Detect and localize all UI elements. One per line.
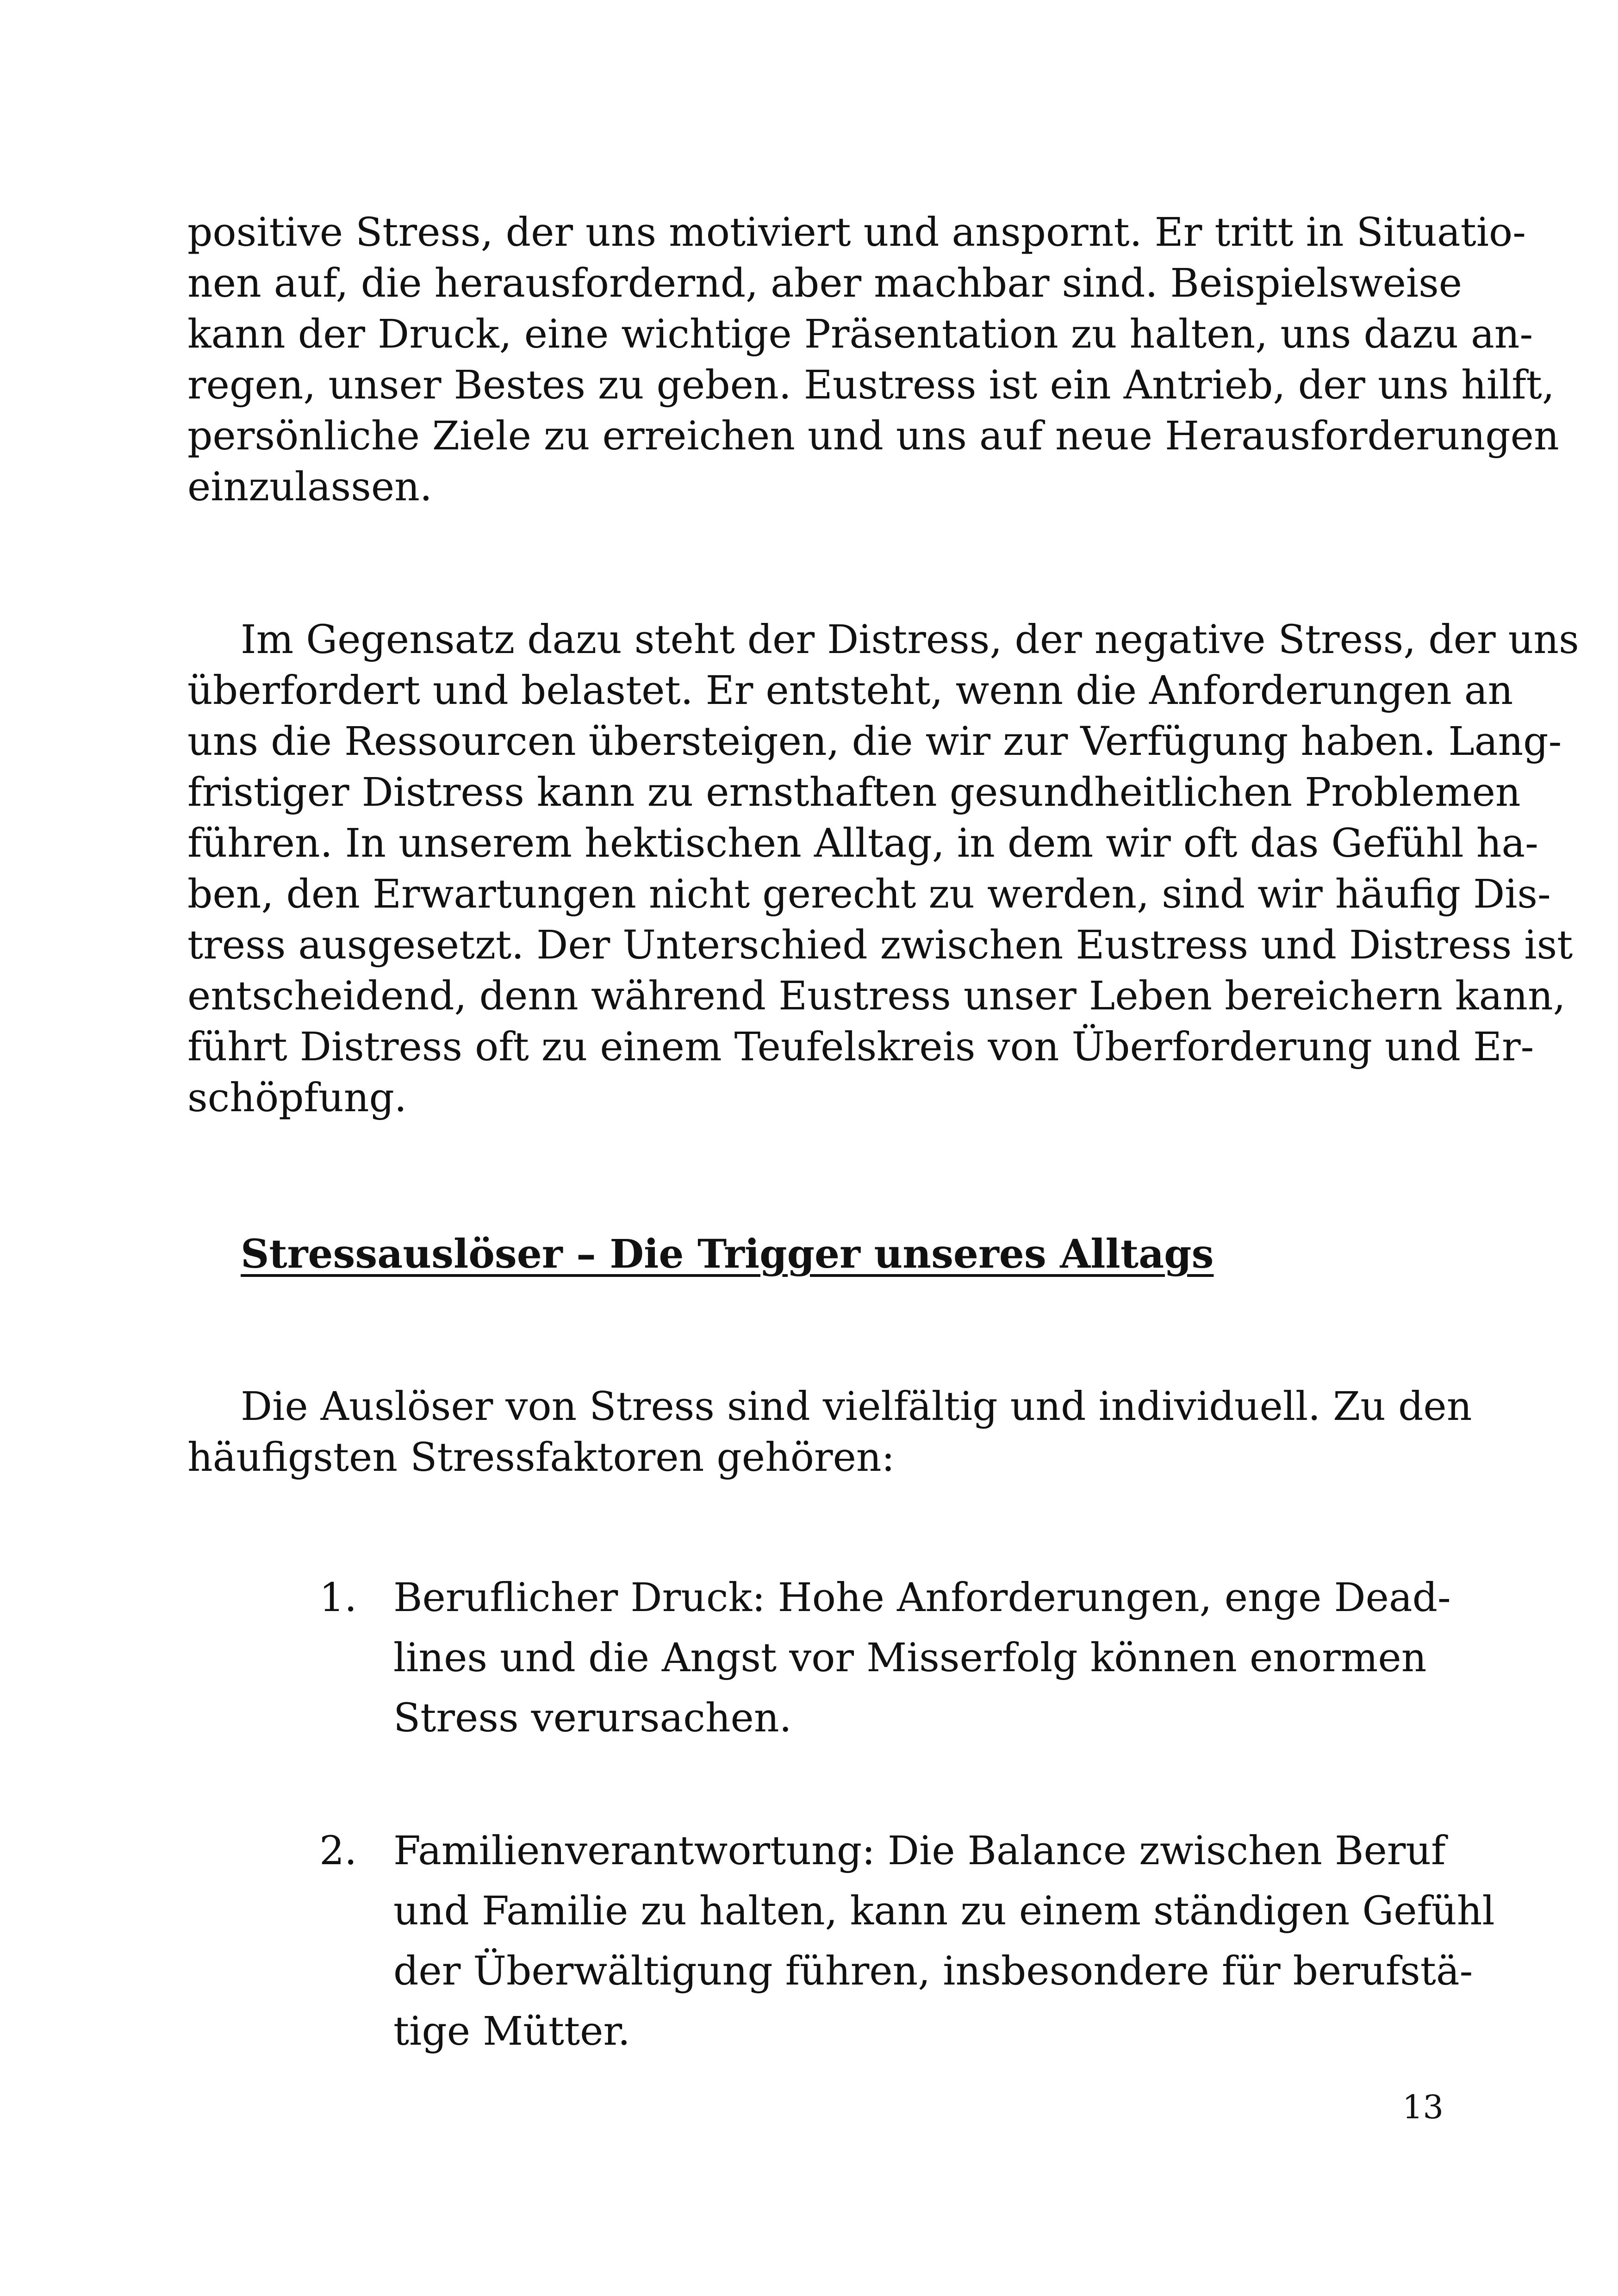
text-line: Im Gegensatz dazu steht der Distress, der negative Stress, der uns: [241, 617, 1579, 663]
text-line: uns die Ressourcen übersteigen, die wir zur Verfügung haben. Lang-: [187, 719, 1562, 765]
text-line: und Familie zu halten, kann zu einem ständigen Gefühl: [393, 1888, 1495, 1934]
text-line: kann der Druck, eine wichtige Präsentation zu halten, uns dazu an-: [187, 311, 1533, 357]
text-line: lines und die Angst vor Misserfolg können enormen: [393, 1635, 1427, 1681]
text-line: fristiger Distress kann zu ernsthaften gesundheitlichen Problemen: [187, 770, 1521, 815]
text-line: persönliche Ziele zu erreichen und uns auf neue Herausforderungen: [187, 413, 1559, 459]
text-line: entscheidend, denn während Eustress unser Leben bereichern kann,: [187, 973, 1566, 1019]
text-line: ben, den Erwartungen nicht gerecht zu werden, sind wir häufig Dis-: [187, 871, 1551, 917]
text-line: führt Distress oft zu einem Teufelskreis von Überforderung und Er-: [187, 1024, 1534, 1070]
text-line: führen. In unserem hektischen Alltag, in dem wir oft das Gefühl ha-: [187, 821, 1538, 866]
text-line: tress ausgesetzt. Der Unterschied zwischen Eustress und Distress ist: [187, 922, 1573, 968]
text-line: Familienverantwortung: Die Balance zwischen Beruf: [393, 1828, 1446, 1874]
page-number: 13: [1402, 2088, 1444, 2126]
text-line: Beruflicher Druck: Hohe Anforderungen, enge Dead-: [393, 1575, 1451, 1621]
text-line: positive Stress, der uns motiviert und anspornt. Er tritt in Situatio-: [187, 210, 1526, 255]
text-line: nen auf, die herausfordernd, aber machbar sind. Beispielsweise: [187, 261, 1462, 306]
text-line: schöpfung.: [187, 1075, 407, 1121]
text-line: Stress verursachen.: [393, 1695, 792, 1741]
text-line: einzulassen.: [187, 464, 432, 510]
list-item-number: 2.: [319, 1828, 357, 1874]
list-item-number: 1.: [319, 1575, 357, 1621]
text-line: der Überwältigung führen, insbesondere für berufstä-: [393, 1948, 1473, 1994]
text-line: häufigsten Stressfaktoren gehören:: [187, 1435, 895, 1481]
section-heading: Stressauslöser – Die Trigger unseres Alltags: [241, 1231, 1214, 1277]
text-line: tige Mütter.: [393, 2009, 630, 2054]
text-line: überfordert und belastet. Er entsteht, wenn die Anforderungen an: [187, 668, 1513, 714]
text-line: Die Auslöser von Stress sind vielfältig und individuell. Zu den: [241, 1384, 1472, 1430]
text-line: regen, unser Bestes zu geben. Eustress ist ein Antrieb, der uns hilft,: [187, 362, 1555, 408]
